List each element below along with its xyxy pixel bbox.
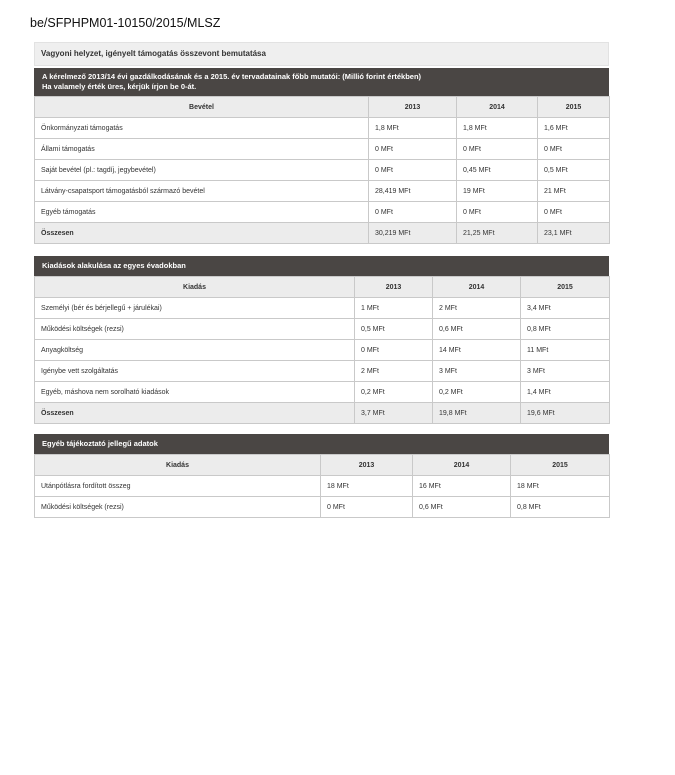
revenue-header-line2: Ha valamely érték üres, kérjük írjon be 0-át. bbox=[42, 82, 197, 91]
cell-value: 18 MFt bbox=[321, 476, 413, 497]
cell-value: 1,4 MFt bbox=[521, 382, 610, 403]
cell-value: 2 MFt bbox=[433, 298, 521, 319]
table-row bbox=[35, 160, 610, 181]
total-row bbox=[35, 403, 610, 424]
cell-value: 0,45 MFt bbox=[457, 160, 538, 181]
row-label: Állami támogatás bbox=[35, 139, 369, 160]
column-header: 2015 bbox=[521, 277, 610, 298]
row-label: Igénybe vett szolgáltatás bbox=[35, 361, 355, 382]
cell-value: 0 MFt bbox=[321, 497, 413, 518]
row-label: Egyéb támogatás bbox=[35, 202, 369, 223]
column-header: Bevétel bbox=[35, 97, 369, 118]
table-header-row bbox=[35, 277, 610, 298]
column-header: Kiadás bbox=[35, 277, 355, 298]
table-row bbox=[35, 298, 610, 319]
total-value: 19,8 MFt bbox=[433, 403, 521, 424]
cell-value: 0 MFt bbox=[457, 202, 538, 223]
cell-value: 0,2 MFt bbox=[355, 382, 433, 403]
other-info-table bbox=[34, 454, 610, 518]
cell-value: 1 MFt bbox=[355, 298, 433, 319]
table-row bbox=[35, 340, 610, 361]
column-header: 2015 bbox=[511, 455, 610, 476]
row-label: Személyi (bér és bérjellegű + járulékai) bbox=[35, 298, 355, 319]
cell-value: 0,2 MFt bbox=[433, 382, 521, 403]
cell-value: 3,4 MFt bbox=[521, 298, 610, 319]
cell-value: 19 MFt bbox=[457, 181, 538, 202]
cell-value: 0,5 MFt bbox=[538, 160, 610, 181]
column-header: Kiadás bbox=[35, 455, 321, 476]
row-label: Látvány-csapatsport támogatásból származó bevétel bbox=[35, 181, 369, 202]
cell-value: 0 MFt bbox=[369, 202, 457, 223]
total-label: Összesen bbox=[35, 223, 369, 244]
cell-value: 0,6 MFt bbox=[413, 497, 511, 518]
expenses-table-header: Kiadások alakulása az egyes évadokban bbox=[34, 256, 609, 276]
cell-value: 0 MFt bbox=[538, 202, 610, 223]
cell-value: 0 MFt bbox=[538, 139, 610, 160]
cell-value: 0 MFt bbox=[369, 139, 457, 160]
cell-value: 2 MFt bbox=[355, 361, 433, 382]
expenses-block bbox=[34, 256, 609, 424]
cell-value: 3 MFt bbox=[521, 361, 610, 382]
row-label: Saját bevétel (pl.: tagdíj, jegybevétel) bbox=[35, 160, 369, 181]
table-row bbox=[35, 202, 610, 223]
row-label: Önkormányzati támogatás bbox=[35, 118, 369, 139]
column-header: 2013 bbox=[355, 277, 433, 298]
table-row bbox=[35, 181, 610, 202]
table-row bbox=[35, 497, 610, 518]
column-header: 2014 bbox=[433, 277, 521, 298]
row-label: Működési költségek (rezsi) bbox=[35, 497, 321, 518]
total-value: 23,1 MFt bbox=[538, 223, 610, 244]
other-info-table-header: Egyéb tájékoztató jellegű adatok bbox=[34, 434, 609, 454]
cell-value: 0 MFt bbox=[369, 160, 457, 181]
column-header: 2015 bbox=[538, 97, 610, 118]
cell-value: 0,8 MFt bbox=[521, 319, 610, 340]
table-row bbox=[35, 319, 610, 340]
row-label: Egyéb, máshova nem sorolható kiadások bbox=[35, 382, 355, 403]
cell-value: 1,8 MFt bbox=[369, 118, 457, 139]
document-id: be/SFPHPM01-10150/2015/MLSZ bbox=[30, 16, 221, 30]
table-header-row bbox=[35, 97, 610, 118]
total-value: 21,25 MFt bbox=[457, 223, 538, 244]
column-header: 2013 bbox=[321, 455, 413, 476]
cell-value: 3 MFt bbox=[433, 361, 521, 382]
total-value: 19,6 MFt bbox=[521, 403, 610, 424]
cell-value: 11 MFt bbox=[521, 340, 610, 361]
cell-value: 1,6 MFt bbox=[538, 118, 610, 139]
column-header: 2014 bbox=[413, 455, 511, 476]
total-value: 3,7 MFt bbox=[355, 403, 433, 424]
table-row bbox=[35, 476, 610, 497]
section-summary bbox=[34, 42, 609, 66]
row-label: Anyagköltség bbox=[35, 340, 355, 361]
revenue-block bbox=[34, 68, 609, 244]
section-title: Vagyoni helyzet, igényelt támogatás összevont bemutatása bbox=[34, 42, 609, 66]
cell-value: 28,419 MFt bbox=[369, 181, 457, 202]
revenue-table-header bbox=[34, 68, 609, 96]
row-label: Működési költségek (rezsi) bbox=[35, 319, 355, 340]
row-label: Utánpótlásra fordított összeg bbox=[35, 476, 321, 497]
cell-value: 0,6 MFt bbox=[433, 319, 521, 340]
total-label: Összesen bbox=[35, 403, 355, 424]
cell-value: 0,8 MFt bbox=[511, 497, 610, 518]
column-header: 2013 bbox=[369, 97, 457, 118]
total-row bbox=[35, 223, 610, 244]
cell-value: 1,8 MFt bbox=[457, 118, 538, 139]
table-header-row bbox=[35, 455, 610, 476]
cell-value: 0 MFt bbox=[355, 340, 433, 361]
cell-value: 21 MFt bbox=[538, 181, 610, 202]
total-value: 30,219 MFt bbox=[369, 223, 457, 244]
revenue-table bbox=[34, 96, 610, 244]
cell-value: 16 MFt bbox=[413, 476, 511, 497]
cell-value: 0 MFt bbox=[457, 139, 538, 160]
table-row bbox=[35, 361, 610, 382]
revenue-header-line1: A kérelmező 2013/14 évi gazdálkodásának és a 2015. év tervadatainak főbb mutatói: (Millió forint értékben) bbox=[42, 72, 422, 81]
cell-value: 14 MFt bbox=[433, 340, 521, 361]
column-header: 2014 bbox=[457, 97, 538, 118]
table-row bbox=[35, 118, 610, 139]
other-info-block bbox=[34, 434, 609, 518]
cell-value: 0,5 MFt bbox=[355, 319, 433, 340]
table-row bbox=[35, 139, 610, 160]
cell-value: 18 MFt bbox=[511, 476, 610, 497]
table-row bbox=[35, 382, 610, 403]
expenses-table bbox=[34, 276, 610, 424]
